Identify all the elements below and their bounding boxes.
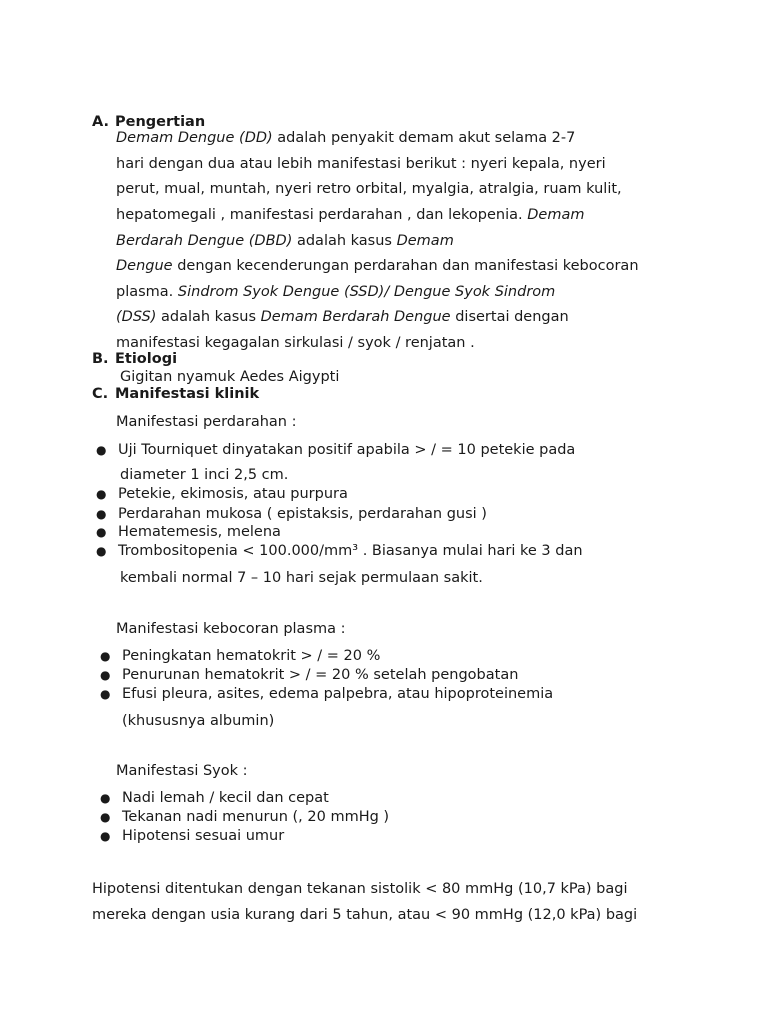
list-item: Penurunan hematokrit > / = 20 % setelah pengobatan	[122, 667, 519, 683]
footer-line: mereka dengan usia kurang dari 5 tahun, atau < 90 mmHg (12,0 kPa) bagi	[92, 907, 638, 923]
paragraph-line: Berdarah Dengue (DBD) adalah kasus Demam	[116, 233, 454, 249]
list-item: Uji Tourniquet dinyatakan positif apabila > / = 10 petekie pada	[118, 442, 576, 458]
section-a-title: Pengertian	[115, 114, 206, 130]
paragraph-line: Dengue dengan kecenderungan perdarahan dan manifestasi kebocoran	[116, 258, 639, 274]
list-item-continuation: diameter 1 inci 2,5 cm.	[120, 467, 289, 483]
bullet-icon: ●	[100, 810, 111, 824]
bullet-icon: ●	[96, 507, 107, 521]
paragraph-line: perut, mual, muntah, nyeri retro orbital, myalgia, atralgia, ruam kulit,	[116, 181, 622, 197]
bullet-icon: ●	[100, 791, 111, 805]
syok-label: Manifestasi Syok :	[116, 763, 248, 779]
paragraph-line: manifestasi kegagalan sirkulasi / syok / renjatan .	[116, 335, 475, 351]
paragraph-line: Demam Dengue (DD) adalah penyakit demam akut selama 2-7	[116, 130, 576, 146]
list-item: Hematemesis, melena	[118, 524, 281, 540]
list-item: Perdarahan mukosa ( epistaksis, perdarahan gusi )	[118, 506, 487, 522]
paragraph-line: hepatomegali , manifestasi perdarahan , dan lekopenia. Demam	[116, 207, 585, 223]
bullet-icon: ●	[96, 544, 107, 558]
section-b-marker: B.	[92, 351, 109, 367]
paragraph-line: hari dengan dua atau lebih manifestasi berikut : nyeri kepala, nyeri	[116, 156, 606, 172]
section-c-title: Manifestasi klinik	[115, 386, 260, 402]
list-item: Peningkatan hematokrit > / = 20 %	[122, 648, 381, 664]
bullet-icon: ●	[100, 829, 111, 843]
list-item: Efusi pleura, asites, edema palpebra, atau hipoproteinemia	[122, 686, 554, 702]
bullet-icon: ●	[96, 443, 107, 457]
kebocoran-label: Manifestasi kebocoran plasma :	[116, 621, 346, 637]
bullet-icon: ●	[100, 649, 111, 663]
list-item-continuation: kembali normal 7 – 10 hari sejak permulaan sakit.	[120, 570, 483, 586]
bullet-icon: ●	[100, 668, 111, 682]
section-c-marker: C.	[92, 386, 109, 402]
footer-line: Hipotensi ditentukan dengan tekanan sistolik < 80 mmHg (10,7 kPa) bagi	[92, 881, 628, 897]
list-item: Trombositopenia < 100.000/mm³ . Biasanya mulai hari ke 3 dan	[118, 543, 583, 559]
bullet-icon: ●	[96, 487, 107, 501]
section-b-title: Etiologi	[115, 351, 178, 367]
perdarahan-label: Manifestasi perdarahan :	[116, 414, 297, 430]
list-item: Petekie, ekimosis, atau purpura	[118, 486, 348, 502]
section-a-marker: A.	[92, 114, 109, 130]
list-item: Tekanan nadi menurun (, 20 mmHg )	[122, 809, 390, 825]
paragraph-line: plasma. Sindrom Syok Dengue (SSD)/ Dengue Syok Sindrom	[116, 284, 556, 300]
list-item-continuation: (khususnya albumin)	[122, 713, 275, 729]
list-item: Hipotensi sesuai umur	[122, 828, 285, 844]
bullet-icon: ●	[100, 687, 111, 701]
paragraph-line: (DSS) adalah kasus Demam Berdarah Dengue disertai dengan	[116, 309, 569, 325]
etiologi-text: Gigitan nyamuk Aedes Aigypti	[120, 369, 340, 385]
bullet-icon: ●	[96, 525, 107, 539]
list-item: Nadi lemah / kecil dan cepat	[122, 790, 329, 806]
